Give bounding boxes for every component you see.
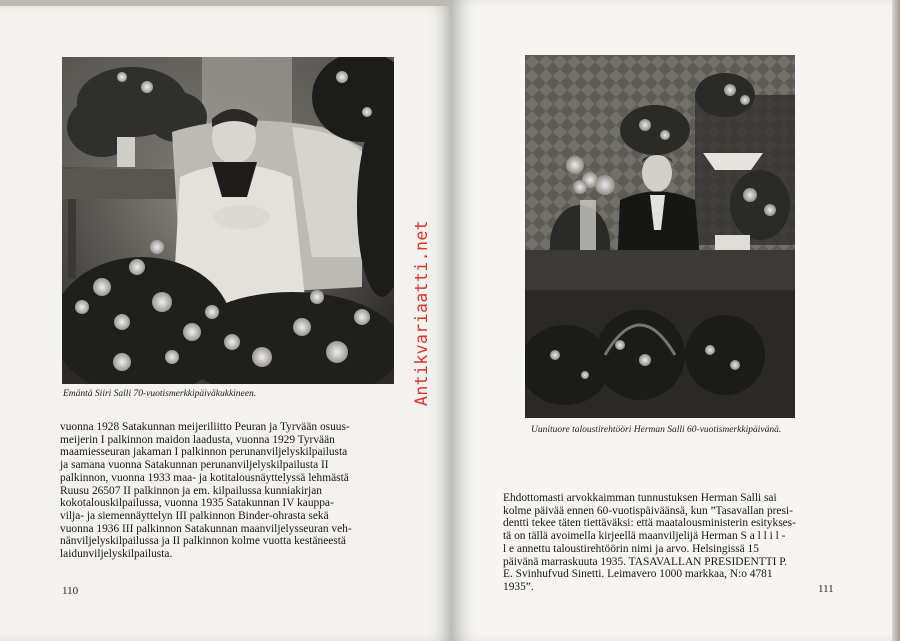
watermark — [392, 219, 431, 408]
text-line: vuonna 1928 Satakunnan meijeriliitto Peuran ja Tyrvään osuus- — [60, 421, 350, 433]
text-line: l e annettu taloustirehtöörin nimi ja arvo. Helsingissä 15 — [503, 542, 759, 555]
photo-herman-salli — [525, 55, 795, 418]
text-line: 1935”. — [503, 580, 534, 593]
text-line: vuonna 1936 III palkinnon Satakunnan maanviljelysseuran veh- — [60, 522, 352, 535]
text-line: kokotalouskilpailussa, vuonna 1935 Satakunnan IV kauppa- — [60, 497, 334, 510]
left-page-number: 110 — [62, 585, 79, 597]
page-edge — [892, 0, 900, 641]
photo-herman-salli-image — [525, 55, 795, 418]
text-line: maamiesseuran jakaman I palkinnon perunanviljelyskilpailusta — [60, 446, 348, 459]
text-line: päivänä marraskuuta 1935. TASAVALLAN PRESIDENTTI P. — [503, 555, 788, 568]
photo-siiri-salli-image — [62, 57, 394, 384]
left-body-text — [60, 421, 390, 561]
left-photo-caption: Emäntä Siiri Salli 70-vuotismerkkipäiväkukkineen. — [63, 389, 257, 399]
text-line: palkinnon, vuonna 1933 maa- ja kotitalousnäyttelyssä lehmästä — [60, 471, 349, 484]
text-line: tä on tällä avoimella kirjeellä maanviljelijä Herman S a l l i l - — [503, 530, 786, 543]
text-line: ja samana vuonna Satakunnan perunanviljelyskilpailusta II — [60, 459, 329, 472]
text-line: kolme päivää ennen 60-vuotispäiväänsä, kun ”Tasavallan presi- — [503, 504, 793, 517]
text-line: Ehdottomasti arvokkaimman tunnustuksen Herman Salli sai — [503, 492, 777, 504]
text-line: laidunviljelyskilpailusta. — [60, 548, 173, 561]
text-line: vilja- ja siemennäyttelyn III palkinnon Binder-ohrasta sekä — [60, 509, 329, 522]
text-line: E. Svinhufvud Sinetti. Leimavero 1000 markkaa, N:o 4781 — [503, 568, 773, 581]
right-page-number: 111 — [818, 583, 834, 595]
watermark-text: Antikvariaatti.net — [412, 219, 431, 406]
text-line: Ruusu 26507 II palkinnon ja em. kilpailussa kunniakirjan — [60, 484, 322, 497]
right-body-text — [503, 492, 803, 594]
right-photo-caption: Uunituore taloustirehtööri Herman Salli 60-vuotismerkkipäivänä. — [531, 425, 782, 435]
text-line: dentti tekee täten tiettäväksi: että maatalousministerin esitykses- — [503, 517, 796, 530]
text-line: meijerin I palkinnon maidon laadusta, vuonna 1929 Tyrvään — [60, 433, 335, 446]
text-line: nänviljelyskilpailussa ja II palkinnon kolme vuotta kestäneestä — [60, 535, 346, 548]
photo-siiri-salli — [62, 57, 394, 384]
